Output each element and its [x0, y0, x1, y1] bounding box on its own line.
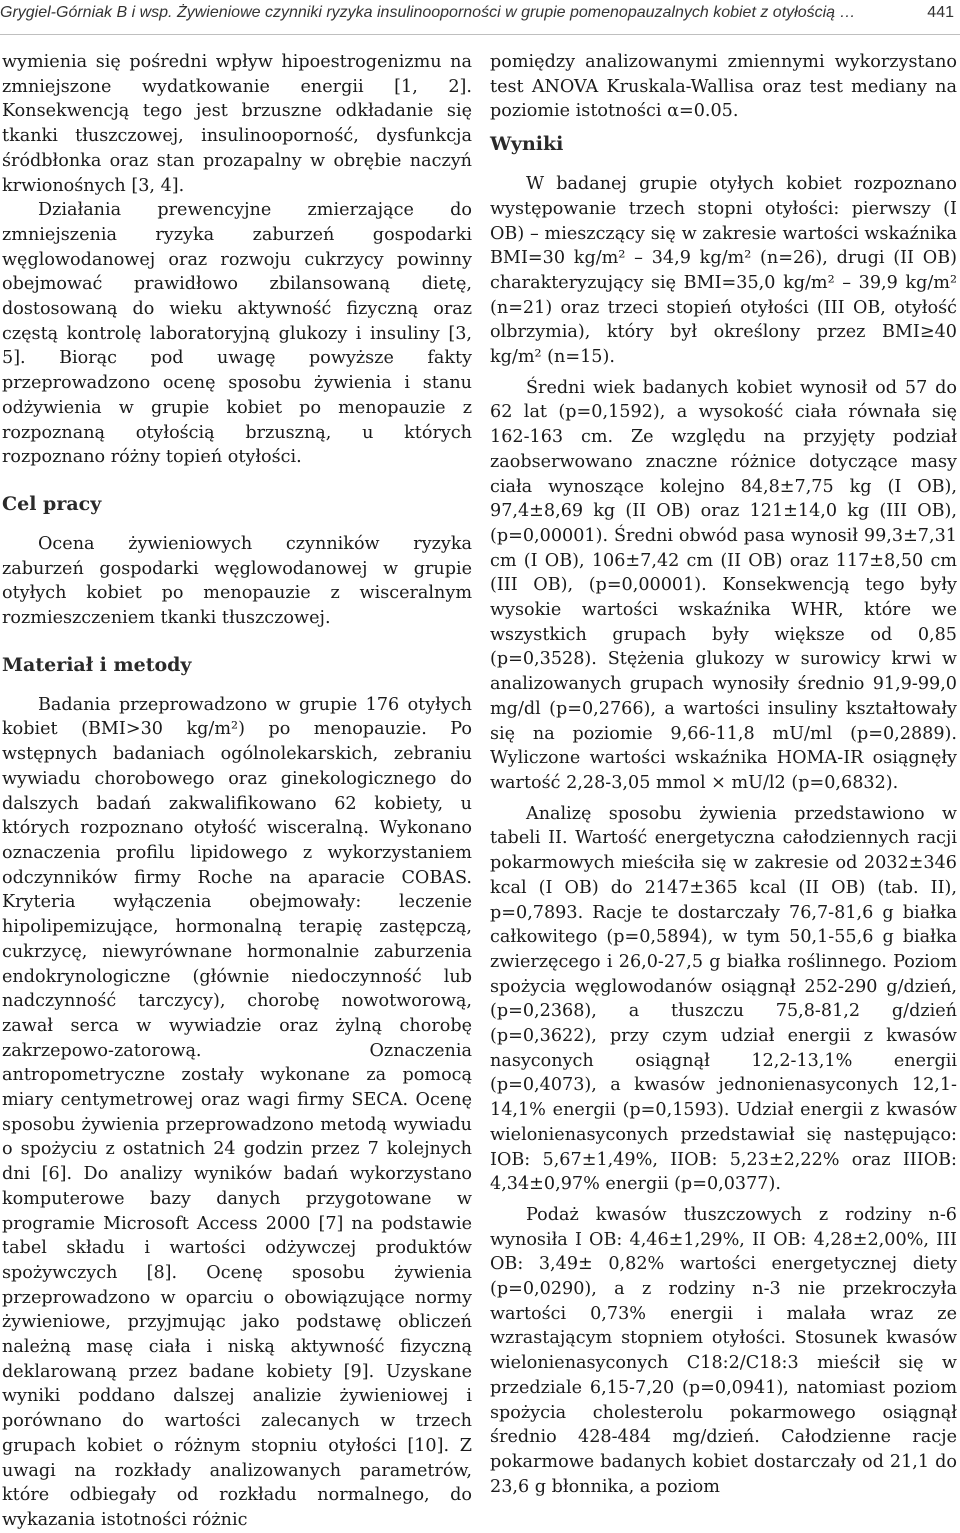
results-paragraph-4: Podaż kwasów tłuszczowych z rodziny n-6 wynosiła I OB: 4,46±1,29%, II OB: 4,28±2,00%, III OB: 3,49± 0,82% wartości energetycznej diety (p=0,0290), a z rodziny n-3 nie przekroczyła wartości 0,73% energii i malała wraz ze wzrastającym stopniem otyłości. Stosunek kwasów wielonienasyconych C18:2/C18:3 mieścił się w przedziale 6,15-7,20 (p=0,0941), natomiast poziom spożycia cholesterolu pokarmowego osiągnął średnio 428-484 mg/dzień. Całodzienne racje pokarmowe badanych kobiet dostarczały od 21,1 do 23,6 g błonnika, a poziom [490, 1204, 957, 1497]
intro-paragraph-1: wymienia się pośredni wpływ hipoestrogenizmu na zmniejszone wydatkowanie energii [1, 2]. Konsekwencją tego jest brzuszne odkładanie się tkanki tłuszczowej, insulinooporność, dysfunkcja śródbłonka oraz stan prozapalny w obrębie naczyń krwionośnych [3, 4]. [2, 52, 472, 196]
aim-heading: Cel pracy [2, 492, 102, 515]
page-number: 441 [927, 4, 954, 21]
results-paragraph-3: Analizę sposobu żywienia przedstawiono w tabeli II. Wartość energetyczna całodziennych racji pokarmowych mieściła się w zakresie od 2032±346 kcal (I OB) do 2147±365 kcal (II OB) (tab. II), p=0,7893. Racje te dostarczały 76,7-81,6 g białka całkowitego (p=0,5894), w tym 50,1-55,6 g białka zwierzęcego i 26,0-27,5 g białka roślinnego. Poziom spożycia węglowodanów osiągnął 252-290 g/dzień, (p=0,2368), a tłuszczu 75,8-81,2 g/dzień (p=0,3622), przy czym udział energii z kwasów nasyconych osiągnął 12,2-13,1% energii (p=0,4073), a kwasów jednonienasyconych 12,1-14,1% energii (p=0,1593). Udział energii z kwasów wielonienasyconych przedstawiał się następująco: IOB: 5,67±1,49%, IIOB: 5,23±2,22% oraz IIIOB: 4,34±0,97% energii (p=0,0377). [490, 803, 957, 1195]
methods-paragraph: Badania przeprowadzono w grupie 176 otyłych kobiet (BMI>30 kg/m²) po menopauzie. Po wstępnych badaniach ogólnolekarskich, zebraniu wywiadu chorobowego oraz ginekologicznego do dalszych badań zakwalifikowano 62 kobiety, u których rozpoznano otyłość wisceralną. Wykonano oznaczenia profilu lipidowego z wykorzystaniem odczynników firmy Roche na aparacie COBAS. Kryteria wyłączenia obejmowały: leczenie hipolipemizujące, hormonalną terapię zastępczą, cukrzycę, niewyrównane hormonalnie zaburzenia endokrynologiczne (głównie niedoczynność lub nadczynność tarczycy), chorobę nowotworową, zawał serca w wywiadzie oraz żylną chorobę zakrzepowo-zatorową. Oznaczenia antropometryczne zostały wykonane za pomocą miary centymetrowej oraz wagi firmy SECA. Ocenę sposobu żywienia przeprowadzono metodą wywiadu o spożyciu z ostatnich 24 godzin przez 7 kolejnych dni [6]. Do analizy wyników badań wykorzystano komputerowe bazy danych przygotowane w programie Microsoft Access 2000 [7] na podstawie tabel składu i wartości odżywczej produktów spożywczych [8]. Ocenę sposobu żywienia przeprowadzono w oparciu o obowiązujące normy żywieniowe, przyjmując jako podstawę obliczeń należną masę ciała i niską aktywność fizyczną deklarowaną przez badane kobiety [9]. Uzyskane wyniki poddano dalszej analizie żywieniowej i porównano do wartości zalecanych w trzech grupach kobiet o różnym stopniu otyłości [10]. Z uwagi na rozkłady analizowanych parametrów, które odbiegały od rozkładu normalnego, do wykazania istotności różnic [2, 694, 472, 1530]
results-paragraph-2: Średni wiek badanych kobiet wynosił od 57 do 62 lat (p=0,1592), a wysokość ciała równała się 162-163 cm. Ze względu na przyjęty podział zaobserwowano znaczne różnice dotyczące masy ciała wynoszące kolejno 84,8±7,75 kg (I OB), 97,4±8,69 kg (II OB) oraz 121±14,0 kg (III OB), (p=0,00001). Średni obwód pasa wynosił 99,3±7,31 cm (I OB), 106±7,42 cm (II OB) oraz 117±8,50 cm (III OB), (p=0,00001). Konsekwencją tego były wysokie wartości wskaźnika WHR, które we wszystkich grupach były większe od 0,85 (p=0,3528). Stężenia glukozy w surowicy krwi w analizowanych grupach wynosiły średnio 91,9-99,0 mg/dl (p=0,2766), a wartości insuliny kształtowały się na poziomie 9,66-11,8 mU/ml (p=0,2889). Wyliczone wartości wskaźnika HOMA-IR osiągnęły wartość 2,28-3,05 mmol × mU/l2 (p=0,6832). [490, 377, 957, 793]
left-column [2, 50, 472, 1533]
results-heading: Wyniki [490, 133, 564, 156]
methods-continuation: pomiędzy analizowanymi zmiennymi wykorzystano test ANOVA Kruskala-Wallisa oraz test mediany na poziomie istotności α=0.05. [490, 52, 957, 122]
aim-paragraph: Ocena żywieniowych czynników ryzyka zaburzeń gospodarki węglowodanowej w grupie otyłych kobiet po menopauzie z wisceralnym rozmieszczeniem tkanki tłuszczowej. [2, 533, 472, 629]
running-header [0, 4, 960, 28]
header-rule [0, 34, 960, 35]
methods-heading: Materiał i metody [2, 653, 192, 676]
results-paragraph-1: W badanej grupie otyłych kobiet rozpoznano występowanie trzech stopni otyłości: pierwszy (I OB) – mieszczący się w zakresie wartości wskaźnika BMI=30 kg/m² – 34,9 kg/m² (n=26), drugi (II OB) charakteryzujący się BMI=35,0 kg/m² – 39,9 kg/m² (n=21) oraz trzeci stopień otyłości (III OB, otyłość olbrzymia), który był określony przez BMI≥40 kg/m² (n=15). [490, 174, 957, 368]
running-title: Grygiel-Górniak B i wsp. Żywieniowe czynniki ryzyka insulinooporności w grupie pomenopauzalnych kobiet z otyłością … [0, 4, 856, 21]
right-column [490, 50, 957, 1499]
intro-paragraph-2: Działania prewencyjne zmierzające do zmniejszenia ryzyka zaburzeń gospodarki węglowodanowej oraz rozwoju cukrzycy powinny obejmować prawidłowo zbilansowaną dietę, dostosowaną do wieku aktywność fizyczną oraz częstą kontrolę laboratoryjną glukozy i insuliny [3, 5]. Biorąc pod uwagę powyższe fakty przeprowadzono ocenę sposobu żywienia i stanu odżywienia w grupie kobiet po menopauzie z rozpoznaną otyłością brzuszną, u których rozpoznano różny topień otyłości. [2, 200, 472, 468]
